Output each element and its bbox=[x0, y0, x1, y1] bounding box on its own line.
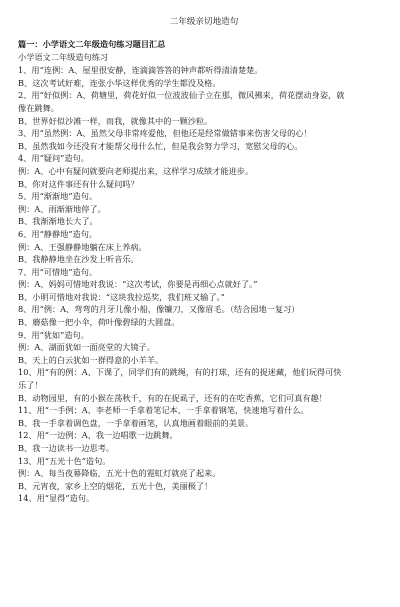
text-line: B、我一手拿着调色盘，一手拿着画笔，认真地画着眼前的美景。 bbox=[18, 417, 254, 428]
text-line: 2、用“好似例：A、荷塘里，荷花好似一位波波仙子立在那，微风拂来，荷花摆动身姿，就 bbox=[18, 90, 345, 101]
text-line: B、虽然我如今还没有才能帮父母什么忙，但是我会努力学习，宽慰父母的心。 bbox=[18, 140, 303, 151]
text-line: 12、用“一边例：A、我一边唱歌一边跳舞。 bbox=[18, 430, 178, 441]
text-line: 例：A、妈妈可惜地对我说：“这次考试，你要是再细心点就好了。” bbox=[18, 279, 258, 290]
text-line: 4、用“疑问”造句。 bbox=[18, 153, 89, 164]
text-line: 9、用“犹如”造句。 bbox=[18, 329, 89, 340]
text-line: 8、用“例：A、弯弯的月牙儿像小船，像镰刀，又像眉毛。（结合园地一复习） bbox=[18, 304, 300, 315]
document-title: 二年级亲切地造句 bbox=[169, 17, 239, 27]
text-line: B、你对这件事还有什么疑问吗？ bbox=[18, 178, 139, 189]
text-line: 像在跳舞。 bbox=[18, 102, 59, 113]
subheading: 小学语文二年级造句练习 bbox=[18, 51, 109, 62]
text-line: B、这次考试好难，连张小华这样优秀的学生都没及格。 bbox=[18, 77, 221, 88]
text-line: 乐了！ bbox=[18, 380, 43, 391]
text-line: 6、用“静静地”造句。 bbox=[18, 228, 98, 239]
text-line: B、天上的白云犹如一群得意的小羊羊。 bbox=[18, 354, 164, 365]
text-line: B、我渐渐地长大了。 bbox=[18, 216, 98, 227]
text-line: B、动物园里，有的小猴在荡秋千，有的在捉虱子，还有的在吃香蕉，它们可真有趣！ bbox=[18, 392, 327, 403]
text-line: B、世界好似沙滩一样，而我，就像其中的一颗沙粒。 bbox=[18, 115, 213, 126]
text-line: 例：A、湖面犹如一面亮堂的大镜子。 bbox=[18, 342, 155, 353]
section-heading: 篇一：小学语文二年级造句练习题目汇总 bbox=[18, 39, 166, 49]
text-line: B、我一边读书一边思考。 bbox=[18, 443, 115, 453]
text-line: 11、用“一手例：A、李老师一手拿着笔记本，一手拿着钢笔，快速地写着什么。 bbox=[18, 405, 309, 416]
text-line: B、我静静地坐在沙发上听音乐。 bbox=[18, 254, 139, 265]
text-line: 例：A、雨渐渐地停了。 bbox=[18, 203, 106, 214]
text-line: 5、用“渐渐地”造句。 bbox=[18, 191, 98, 202]
text-line: 7、用“可惜地”造句。 bbox=[18, 266, 98, 277]
text-line: 10、用“有的例：A、下课了，同学们有的跳绳，有的打球，还有的捉迷藏，他们玩得可快 bbox=[18, 367, 342, 378]
text-line: 例：A、王强静静地躺在床上养病。 bbox=[18, 241, 147, 252]
text-line: 14、用“显得”造句。 bbox=[18, 493, 95, 504]
text-line: 1、用“连例：A、屋里很安静，连滴滴答答的钟声都听得清清楚楚。 bbox=[18, 65, 263, 76]
document-body bbox=[18, 64, 390, 505]
text-line: 例：A、每当夜幕降临，五光十色的霓虹灯就亮了起来。 bbox=[18, 468, 221, 479]
text-line: 13、用“五光十色”造句。 bbox=[18, 455, 111, 466]
text-line: B、蘑菇像一把小伞，荷叶像碧绿的大圆盘。 bbox=[18, 317, 180, 328]
text-line: B、小明可惜地对我说：“这块我拉巡奖，我们班又输了。” bbox=[18, 291, 225, 302]
text-line: 例：A、心中有疑问就要向老师提出来，这样学习成绩才能进步。 bbox=[18, 165, 254, 176]
text-line: 3、用“虽然例：A、虽然父母非常疼爱他，但他还是经常做错事来伤害父母的心！ bbox=[18, 128, 312, 139]
text-line: B、元宵夜，家乡上空的烟花，五光十色，美丽极了！ bbox=[18, 480, 213, 491]
